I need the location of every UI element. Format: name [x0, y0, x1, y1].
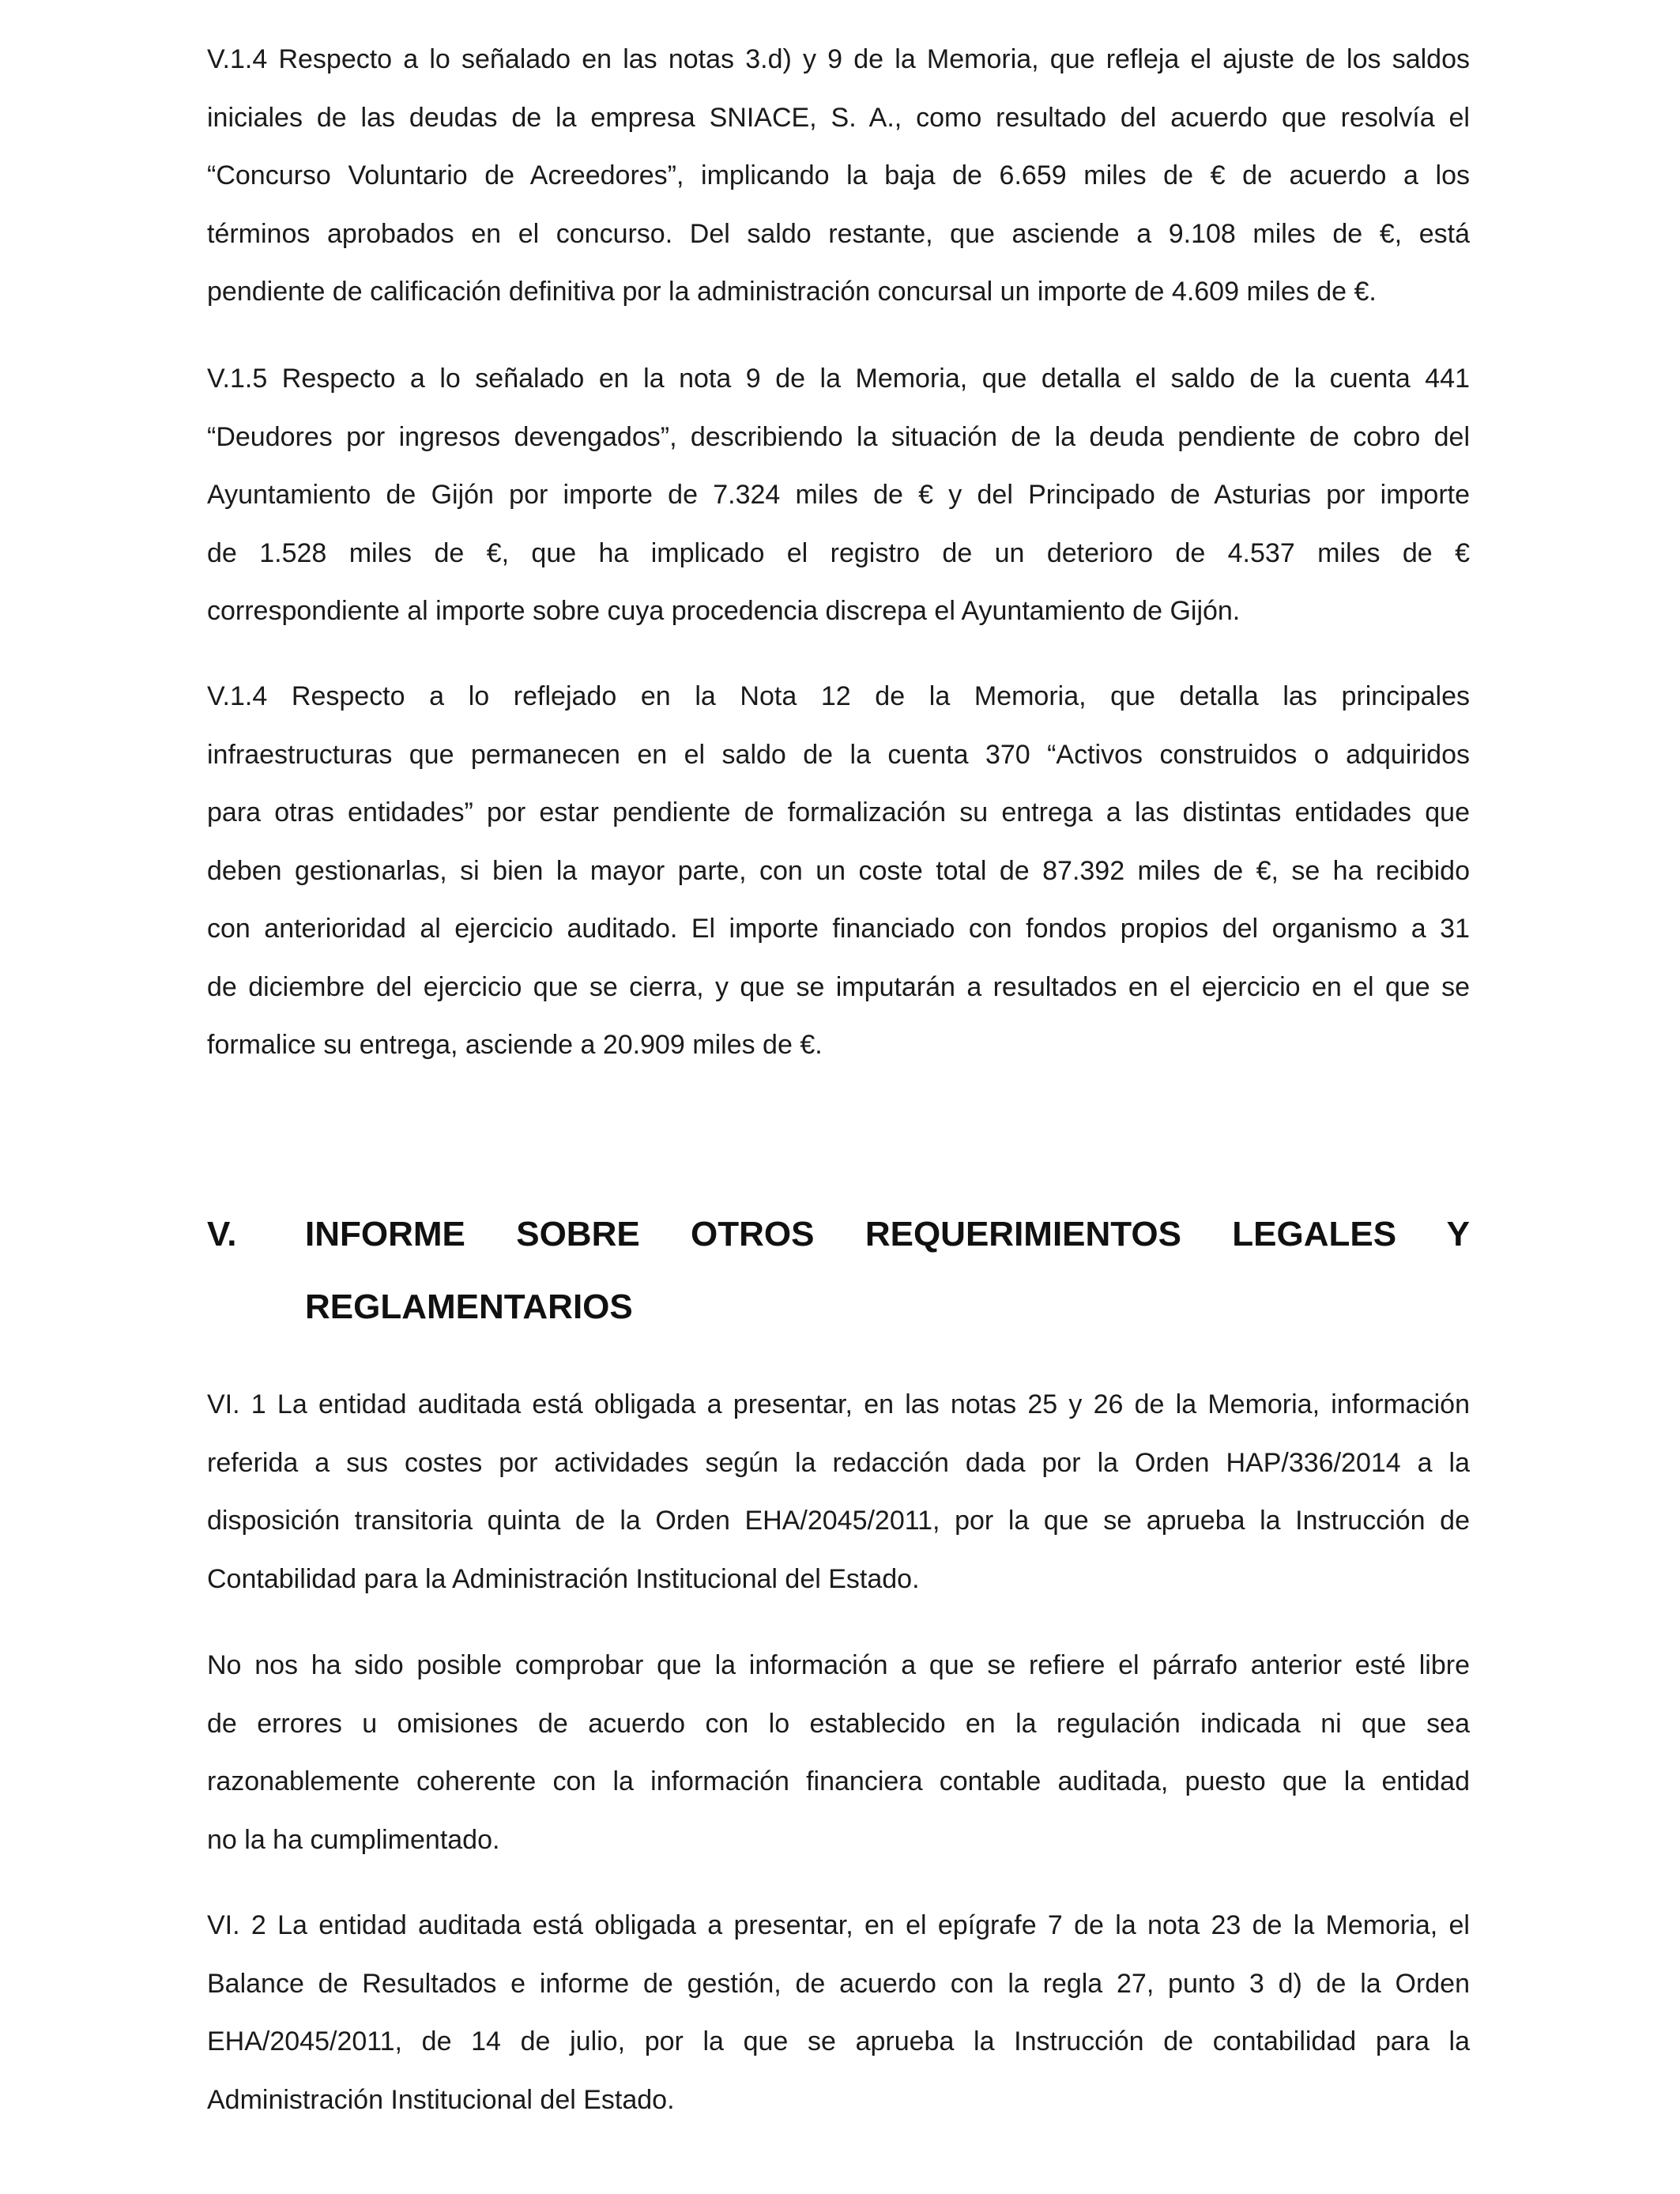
paragraph-line: “Concurso Voluntario de Acreedores”, implicando la baja de 6.659 miles de € de acuerdo a los — [207, 160, 1470, 190]
paragraph-line: V.1.5 Respecto a lo señalado en la nota 9 de la Memoria, que detalla el saldo de la cuenta 441 — [207, 364, 1470, 394]
paragraph-v15-deudores — [207, 350, 1470, 641]
paragraph-line: términos aprobados en el concurso. Del saldo restante, que asciende a 9.108 miles de €, está — [207, 218, 1470, 249]
paragraph-line: EHA/2045/2011, de 14 de julio, por la que se aprueba la Instrucción de contabilidad para la — [207, 2026, 1470, 2056]
paragraph-vi2-balance — [207, 1897, 1470, 2129]
paragraph-v14-infraestructuras — [207, 668, 1470, 1075]
paragraph-line: deben gestionarlas, si bien la mayor parte, con un coste total de 87.392 miles de €, se ha recibido — [207, 855, 1470, 886]
section-title-line: INFORME SOBRE OTROS REQUERIMIENTOS LEGALES Y — [305, 1215, 1470, 1253]
paragraph-line: referida a sus costes por actividades según la redacción dada por la Orden HAP/336/2014 a la — [207, 1447, 1470, 1478]
paragraph-line: pendiente de calificación definitiva por la administración concursal un importe de 4.609 miles de €. — [207, 277, 1377, 307]
paragraph-line: VI. 1 La entidad auditada está obligada a presentar, en las notas 25 y 26 de la Memoria, información — [207, 1389, 1470, 1419]
paragraph-line: no la ha cumplimentado. — [207, 1824, 500, 1855]
paragraph-line: de 1.528 miles de €, que ha implicado el registro de un deterioro de 4.537 miles de € — [207, 537, 1470, 568]
paragraph-vi1-costes — [207, 1376, 1470, 1608]
paragraph-line: razonablemente coherente con la información financiera contable auditada, puesto que la entidad — [207, 1766, 1470, 1796]
section-title-line: REGLAMENTARIOS — [305, 1287, 633, 1326]
paragraph-line: Contabilidad para la Administración Institucional del Estado. — [207, 1563, 920, 1594]
paragraph-line: No nos ha sido posible comprobar que la información a que se refiere el párrafo anterior esté libre — [207, 1650, 1470, 1680]
paragraph-line: de diciembre del ejercicio que se cierra, y que se imputarán a resultados en el ejercicio en el que se — [207, 971, 1470, 1002]
paragraph-line: correspondiente al importe sobre cuya procedencia discrepa el Ayuntamiento de Gijón. — [207, 596, 1241, 626]
paragraph-line: Ayuntamiento de Gijón por importe de 7.324 miles de € y del Principado de Asturias por importe — [207, 480, 1470, 510]
paragraph-line: para otras entidades” por estar pendiente de formalización su entrega a las distintas entidades que — [207, 797, 1470, 827]
paragraph-line: iniciales de las deudas de la empresa SNIACE, S. A., como resultado del acuerdo que resolvía el — [207, 102, 1470, 133]
section-title — [305, 1198, 1470, 1344]
section-number: V. — [207, 1215, 237, 1253]
paragraph-line: con anterioridad al ejercicio auditado. El importe financiado con fondos propios del organismo a 31 — [207, 914, 1470, 944]
paragraph-line: formalice su entrega, asciende a 20.909 miles de €. — [207, 1030, 823, 1060]
paragraph-comprobacion — [207, 1637, 1470, 1869]
paragraph-line: Balance de Resultados e informe de gestión, de acuerdo con la regla 27, punto 3 d) de la Orden — [207, 1968, 1470, 1999]
paragraph-line: VI. 2 La entidad auditada está obligada a presentar, en el epígrafe 7 de la nota 23 de la Memoria, el — [207, 1910, 1470, 1940]
paragraph-line: de errores u omisiones de acuerdo con lo establecido en la regulación indicada ni que sea — [207, 1708, 1470, 1739]
paragraph-line: V.1.4 Respecto a lo señalado en las notas 3.d) y 9 de la Memoria, que refleja el ajuste de los saldos — [207, 44, 1470, 74]
paragraph-line: “Deudores por ingresos devengados”, describiendo la situación de la deuda pendiente de cobro del — [207, 421, 1470, 452]
paragraph-line: Administración Institucional del Estado. — [207, 2084, 675, 2115]
paragraph-line: V.1.4 Respecto a lo reflejado en la Nota 12 de la Memoria, que detalla las principales — [207, 681, 1470, 711]
paragraph-line: disposición transitoria quinta de la Orden EHA/2045/2011, por la que se aprueba la Instrucción de — [207, 1506, 1470, 1536]
paragraph-v14-sniace — [207, 31, 1470, 322]
paragraph-line: infraestructuras que permanecen en el saldo de la cuenta 370 “Activos construidos o adquiridos — [207, 739, 1470, 770]
